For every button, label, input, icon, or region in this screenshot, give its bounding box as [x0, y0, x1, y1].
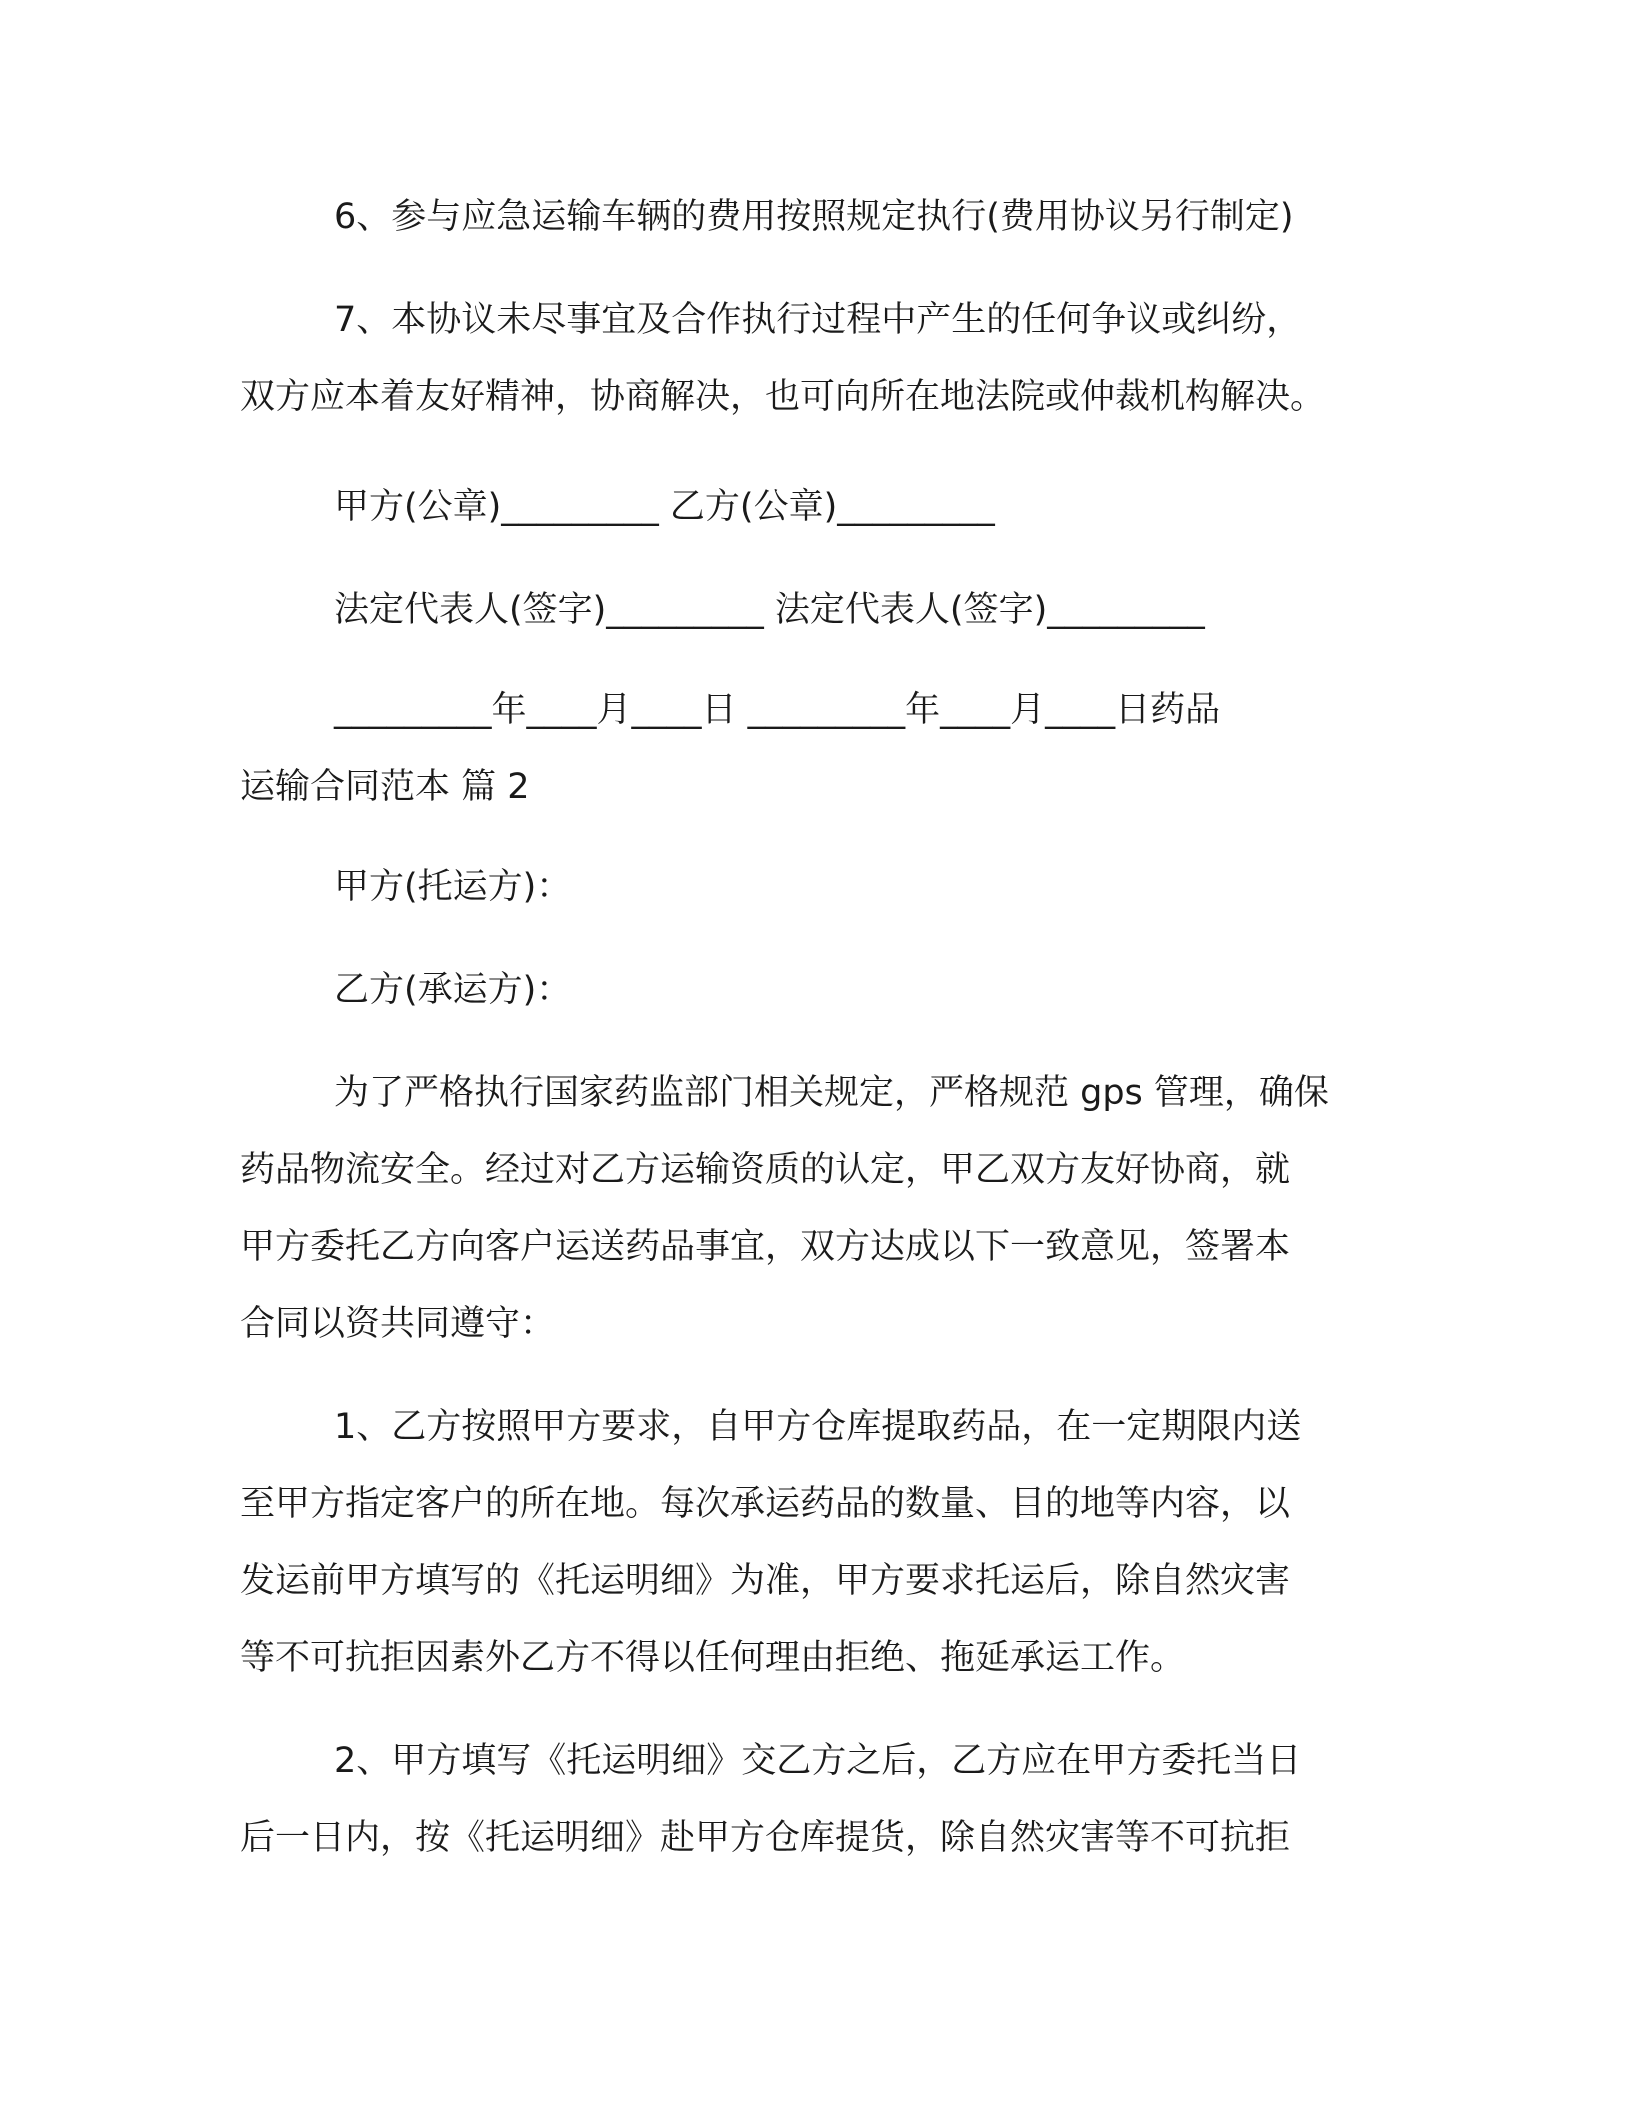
text-line: 1、乙方按照甲方要求，自甲方仓库提取药品，在一定期限内送: [334, 1407, 1302, 1447]
text-line: 甲方委托乙方向客户运送药品事宜，双方达成以下一致意见，签署本: [240, 1227, 1291, 1267]
text-line: 甲方(托运方)：: [334, 867, 572, 907]
text-line: 法定代表人(签字)_________ 法定代表人(签字)_________: [334, 590, 1205, 630]
text-line: 7、本协议未尽事宜及合作执行过程中产生的任何争议或纠纷，: [334, 300, 1302, 340]
text-line: 药品物流安全。经过对乙方运输资质的认定，甲乙双方友好协商，就: [240, 1150, 1291, 1190]
text-line: 发运前甲方填写的《托运明细》为准，甲方要求托运后，除自然灾害: [240, 1561, 1291, 1601]
text-line: 为了严格执行国家药监部门相关规定，严格规范 gps 管理，确保: [334, 1073, 1329, 1113]
text-line: 2、甲方填写《托运明细》交乙方之后，乙方应在甲方委托当日: [334, 1741, 1302, 1781]
text-line: 甲方(公章)_________ 乙方(公章)_________: [334, 487, 995, 527]
text-line: 双方应本着友好精神，协商解决，也可向所在地法院或仲裁机构解决。: [240, 377, 1326, 417]
text-line: 合同以资共同遵守：: [240, 1304, 556, 1344]
text-line: 乙方(承运方)：: [334, 970, 572, 1010]
text-line: 等不可抗拒因素外乙方不得以任何理由拒绝、拖延承运工作。: [240, 1638, 1186, 1678]
text-line: 运输合同范本 篇 2: [240, 767, 530, 807]
text-line: 至甲方指定客户的所在地。每次承运药品的数量、目的地等内容，以: [240, 1484, 1291, 1524]
text-line: 6、参与应急运输车辆的费用按照规定执行(费用协议另行制定): [334, 197, 1294, 237]
text-line: 后一日内，按《托运明细》赴甲方仓库提货，除自然灾害等不可抗拒: [240, 1818, 1291, 1858]
text-line: _________年____月____日 _________年____月____日药品: [334, 690, 1221, 730]
